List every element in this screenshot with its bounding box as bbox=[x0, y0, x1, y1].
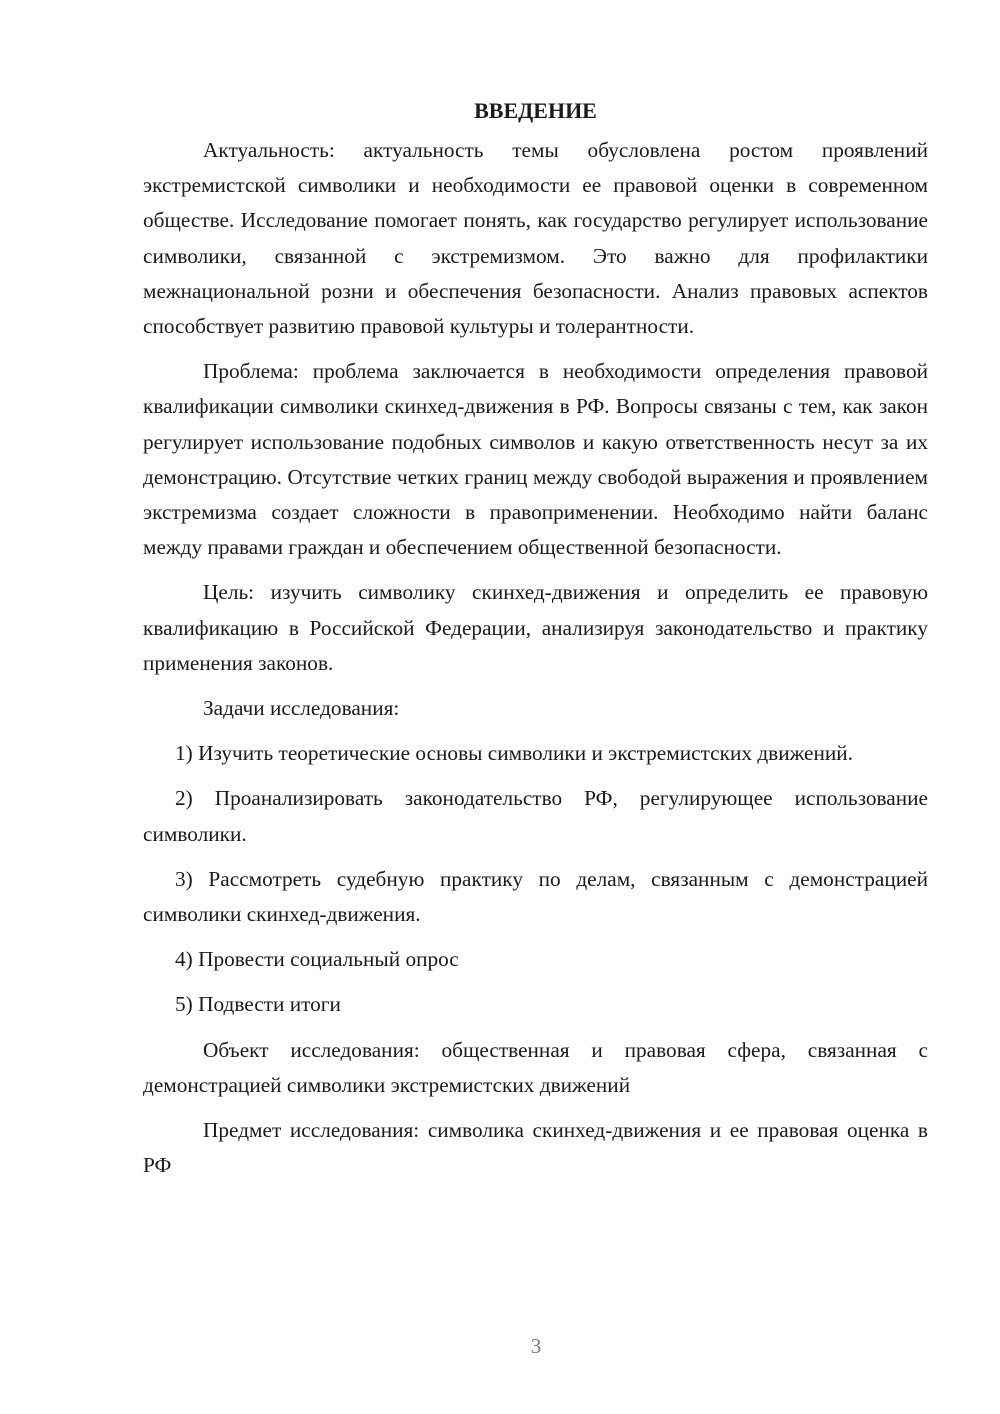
tasks-title: Задачи исследования: bbox=[203, 696, 400, 721]
problem-paragraph: Проблема: проблема заключается в необходимости определения правовой квалификации символики скинхед-движения в РФ. Вопросы связаны с тем, как закон регулирует использование подобных символов и какую ответственность несут за их демонстрацию. Отсутствие четких границ между свободой выражения и проявлением экстремизма создает сложности в правоприменении. Необходимо найти баланс между правами граждан и обеспечением общественной безопасности. bbox=[143, 359, 928, 560]
page-number: 3 bbox=[530, 1334, 542, 1358]
document-body bbox=[143, 95, 928, 1193]
task-item-3: 3) Рассмотреть судебную практику по делам, связанным с демонстрацией символики скинхед-движения. bbox=[143, 866, 928, 927]
task-item-1: 1) Изучить теоретические основы символики и экстремистских движений. bbox=[175, 741, 854, 766]
page-title: ВВЕДЕНИЕ bbox=[474, 98, 597, 123]
task-item-4: 4) Провести социальный опрос bbox=[175, 947, 459, 972]
task-item-2: 2) Проанализировать законодательство РФ, регулирующее использование символики. bbox=[143, 786, 928, 846]
object-paragraph: Объект исследования: общественная и правовая сфера, связанная с демонстрацией символики экстремистских движений bbox=[143, 1037, 928, 1097]
goal-paragraph: Цель: изучить символику скинхед-движения и определить ее правовую квалификацию в Российской Федерации, анализируя законодательство и практику применения законов. bbox=[143, 580, 928, 675]
subject-paragraph: Предмет исследования: символика скинхед-движения и ее правовая оценка в РФ bbox=[143, 1118, 928, 1178]
relevance-paragraph: Актуальность: актуальность темы обусловлена ростом проявлений экстремистской символики и необходимости ее правовой оценки в современном обществе. Исследование помогает понять, как государство регулирует использование символики, связанной с экстремизмом. Это важно для профилактики межнациональной розни и обеспечения безопасности. Анализ правовых аспектов способствует развитию правовой культуры и толерантности. bbox=[143, 138, 928, 339]
task-item-5: 5) Подвести итоги bbox=[175, 992, 341, 1017]
